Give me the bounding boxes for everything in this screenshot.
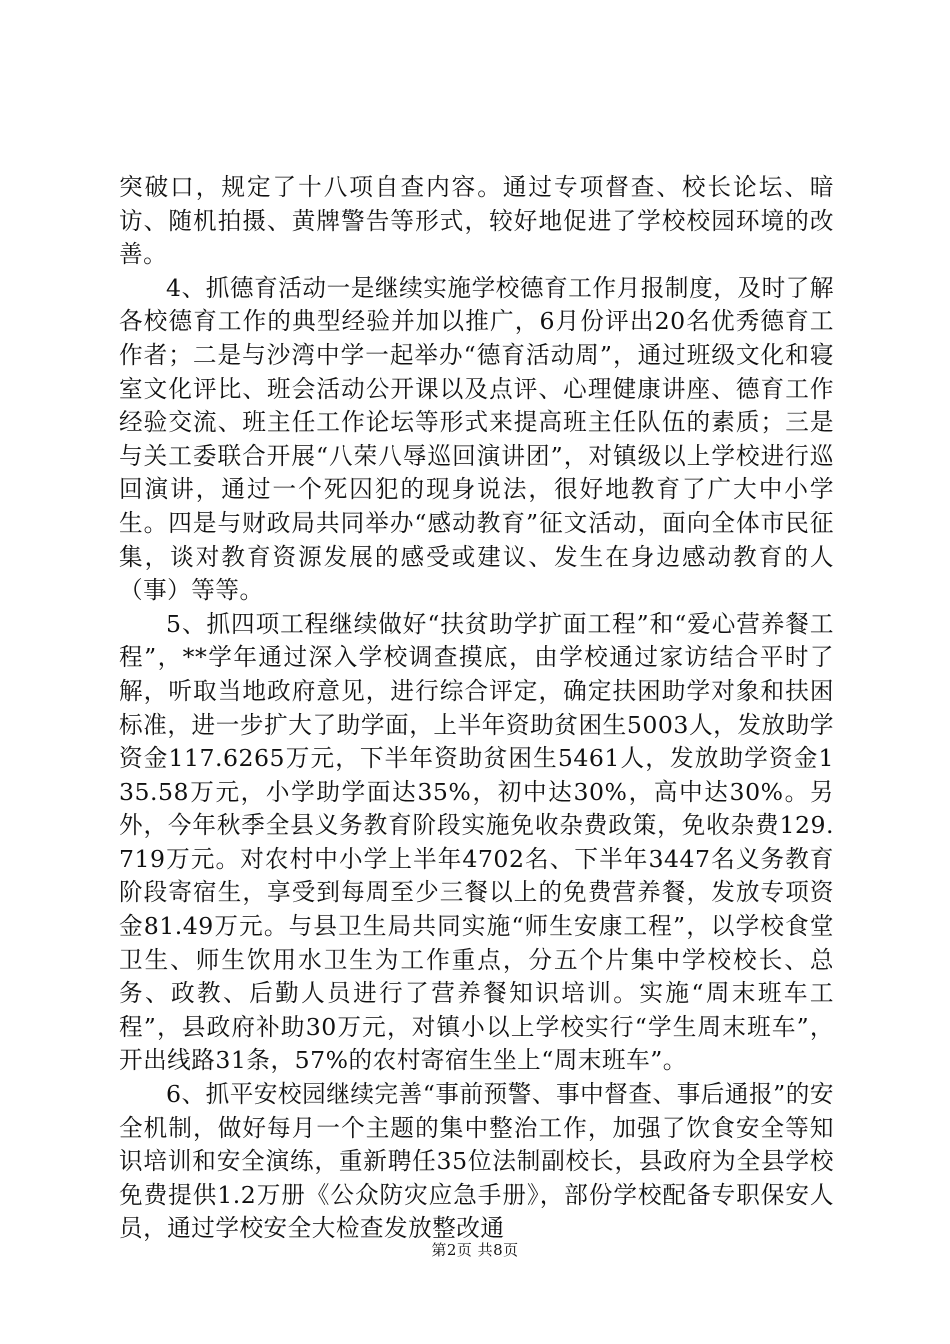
paragraph-1: 突破口，规定了十八项自查内容。通过专项督查、校长论坛、暗访、随机拍摄、黄牌警告等形式，较好地促进了学校校园环境的改善。 bbox=[119, 173, 834, 269]
page-footer: 第2页 共8页 bbox=[431, 1241, 519, 1259]
paragraph-2: 4、抓德育活动一是继续实施学校德育工作月报制度，及时了解各校德育工作的典型经验并加以推广，6月份评出20名优秀德育工作者；二是与沙湾中学一起举办“德育活动周”，通过班级文化和寝室文化评比、班会活动公开课以及点评、心理健康讲座、德育工作经验交流、班主任工作论坛等形式来提高班主任队伍的素质；三是与关工委联合开展“八荣八辱巡回演讲团”，对镇级以上学校进行巡回演讲，通过一个死囚犯的现身说法，很好地教育了广大中小学生。四是与财政局共同举办“感动教育”征文活动，面向全体市民征集，谈对教育资源发展的感受或建议、发生在身边感动教育的人（事）等等。 bbox=[119, 273, 834, 605]
paragraph-3: 5、抓四项工程继续做好“扶贫助学扩面工程”和“爱心营养餐工程”，**学年通过深入学校调查摸底，由学校通过家访结合平时了解，听取当地政府意见，进行综合评定，确定扶困助学对象和扶困标准，进一步扩大了助学面，上半年资助贫困生5003人，发放助学资金117.6265万元，下半年资助贫困生5461人，发放助学资金135.58万元，小学助学面达35%，初中达30%，高中达30%。另外，今年秋季全县义务教育阶段实施免收杂费政策，免收杂费129.719万元。对农村中小学上半年4702名、下半年3447名义务教育阶段寄宿生，享受到每周至少三餐以上的免费营养餐，发放专项资金81.49万元。与县卫生局共同实施“师生安康工程”，以学校食堂卫生、师生饮用水卫生为工作重点，分五个片集中学校校长、总务、政教、后勤人员进行了营养餐知识培训。实施“周末班车工程”，县政府补助30万元，对镇小以上学校实行“学生周末班车”，开出线路31条，57%的农村寄宿生坐上“周末班车”。 bbox=[119, 609, 834, 1075]
paragraph-4: 6、抓平安校园继续完善“事前预警、事中督查、事后通报”的安全机制，做好每月一个主题的集中整治工作，加强了饮食安全等知识培训和安全演练，重新聘任35位法制副校长，县政府为全县学校免费提供1.2万册《公众防灾应急手册》，部份学校配备专职保安人员，通过学校安全大检查发放整改通 bbox=[119, 1080, 834, 1243]
document-body bbox=[119, 171, 834, 1246]
